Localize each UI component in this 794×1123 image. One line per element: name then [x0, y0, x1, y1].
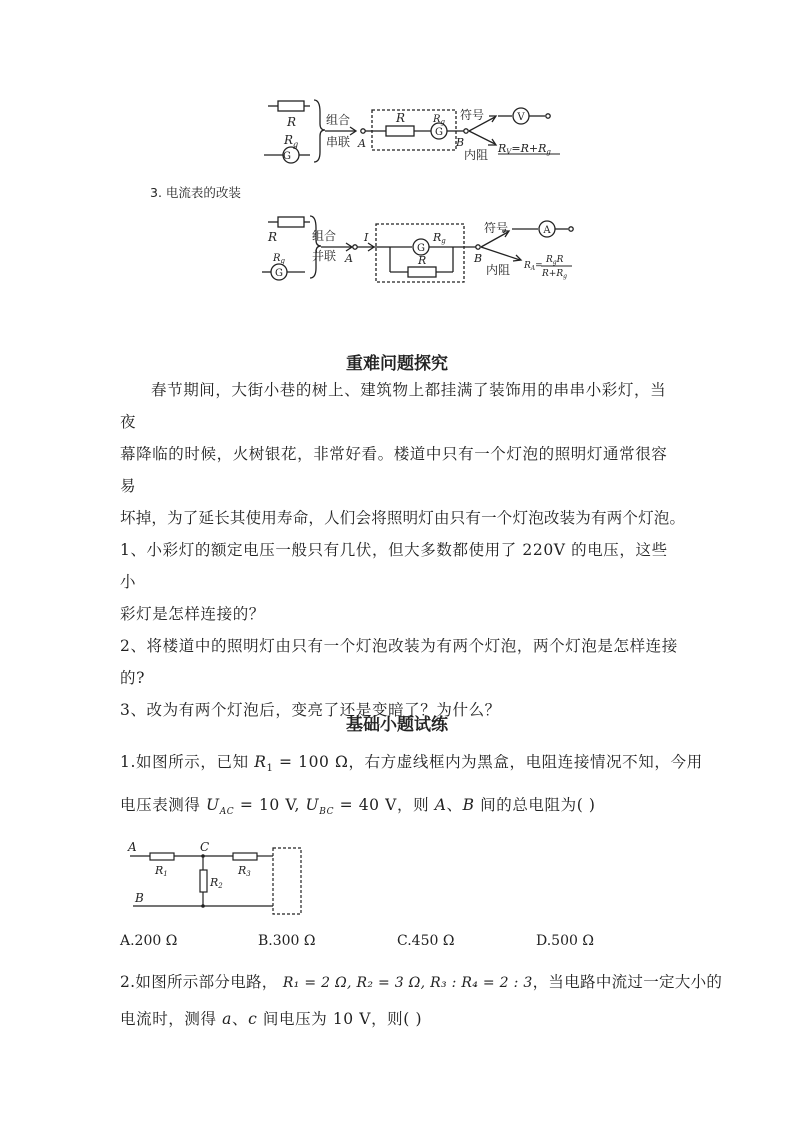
- circuit1-R3-sub: 3: [246, 870, 251, 878]
- q1-U-BC-sub: BC: [319, 807, 335, 818]
- a-internal-label: 内阻: [486, 263, 511, 277]
- svg-text:Rg: [272, 253, 286, 265]
- svg-text:R3: [237, 864, 251, 878]
- q2-line-2: [120, 1001, 680, 1037]
- v-box-Rg: R: [433, 114, 441, 125]
- q1-option-c[interactable]: C.450 Ω: [397, 933, 455, 949]
- q2-point-c: c: [248, 1010, 258, 1028]
- v-box-Rg-sub: g: [440, 118, 446, 126]
- v-symbol-label: 符号: [460, 108, 485, 122]
- q1-line2-b: = 10 V,: [234, 796, 306, 815]
- a-box-Rg-sub: g: [441, 237, 446, 245]
- v-formula-sub: V: [506, 148, 512, 156]
- question-line-1: 1、小彩灯的额定电压一般只有几伏，但大多数都使用了 220V 的电压，这些小: [120, 541, 668, 591]
- svg-text:RV=R+Rg: [497, 142, 551, 156]
- svg-text:Rg: [432, 114, 446, 126]
- circuit1-R1: R: [155, 864, 164, 877]
- q1-B: B: [462, 796, 475, 815]
- svg-text:R1: [154, 864, 168, 878]
- q1-line2-c: = 40 V，则: [334, 796, 435, 815]
- intro-paragraph: [120, 362, 686, 726]
- q1-line1-a: 1.如图所示，已知: [120, 753, 255, 771]
- question-line-2: 彩灯是怎样连接的？: [120, 605, 265, 623]
- a-combine-label-2: 并联: [312, 249, 337, 263]
- v-box-R: R: [396, 111, 406, 125]
- a-numerator-R: R: [546, 255, 553, 265]
- v-point-A: A: [358, 137, 366, 150]
- circuit1-R2-sub: 2: [218, 882, 223, 890]
- a-denominator: R+R: [542, 269, 564, 279]
- a-formula-R: R: [524, 261, 531, 271]
- a-box-R: R: [418, 254, 427, 267]
- a-denominator-sub: g: [563, 273, 567, 280]
- v-box-galvanometer: G: [435, 127, 443, 138]
- voltmeter-conversion-diagram: [250, 92, 580, 172]
- question-1-text: [120, 744, 703, 830]
- a-box-Rg: R: [433, 231, 442, 244]
- intro-line-3: 坏掉，为了延长其使用寿命，人们会将照明灯由只有一个灯泡改装为有两个灯泡。: [120, 509, 686, 527]
- a-numerator-sub: g: [552, 259, 557, 266]
- v-formula-rest-sub: g: [546, 148, 551, 156]
- intro-line-1: 春节期间，大街小巷的树上、建筑物上都挂满了装饰用的串串小彩灯，当夜: [120, 381, 667, 431]
- a-left-galvanometer: G: [275, 268, 283, 279]
- svg-text:RA=: [523, 261, 543, 272]
- svg-text:R2: [209, 876, 223, 890]
- q1-option-a[interactable]: A.200 Ω: [120, 933, 178, 949]
- q2-line-1: [120, 964, 723, 1001]
- a-current-I: I: [364, 231, 369, 244]
- a-point-B: B: [474, 252, 483, 265]
- q1-R1: R: [254, 753, 267, 771]
- circuit1-R3: R: [238, 864, 247, 877]
- v-meter-symbol: V: [517, 112, 525, 123]
- q1-option-d[interactable]: D.500 Ω: [536, 933, 594, 949]
- q1-U-AC-sub: AC: [219, 807, 235, 818]
- q1-U-BC: U: [305, 796, 320, 815]
- v-combine-label-1: 组合: [326, 113, 351, 127]
- circuit1-label-C: C: [200, 840, 210, 854]
- svg-text:R+Rg: [541, 269, 567, 280]
- circuit1-label-A: A: [128, 840, 137, 854]
- q1-A: A: [434, 796, 447, 815]
- q1-line2-a: 电压表测得: [120, 796, 207, 815]
- q2-line2-a: 电流时，测得: [120, 1010, 223, 1028]
- a-combine-label-1: 组合: [312, 229, 337, 243]
- a-numerator-rest: R: [556, 255, 564, 265]
- q2-point-a: a: [222, 1010, 232, 1028]
- q2-line2-b: 间电压为 10 V，则( ): [257, 1010, 423, 1028]
- q1-line-1: [120, 744, 703, 787]
- circuit1-R2: R: [210, 876, 219, 889]
- v-internal-label: 内阻: [464, 148, 489, 162]
- q1-option-b[interactable]: B.300 Ω: [258, 933, 316, 949]
- q1-U-AC: U: [206, 796, 220, 815]
- circuit1-R1-sub: 1: [163, 870, 168, 878]
- a-left-Rg: R: [273, 253, 281, 264]
- heading-key-problems: 重难问题探究: [346, 354, 448, 374]
- a-formula-sub: A: [530, 265, 536, 272]
- heading-basic-exercises: 基础小题试练: [346, 715, 448, 735]
- question-line-5: 3、改为有两个灯泡后，变亮了还是变暗了？为什么？: [120, 701, 501, 719]
- circuit-diagram-q1: [125, 838, 315, 918]
- question-line-4: 的?: [120, 669, 146, 687]
- q1-line-2: [120, 787, 680, 830]
- v-combine-label-2: 串联: [326, 135, 351, 149]
- a-formula-eq: =: [535, 261, 543, 271]
- question-2-text: [120, 964, 723, 1037]
- q1-line2-d: 间的总电阻为( ): [474, 796, 596, 815]
- v-left-R-label: R: [287, 115, 297, 129]
- svg-text:RgR: [545, 255, 564, 266]
- intro-line-2: 幕降临的时候，火树银花，非常好看。楼道中只有一个灯泡的照明灯通常很容易: [120, 445, 668, 495]
- v-formula-rest: =R+R: [511, 142, 547, 155]
- q1-line1-b: = 100 Ω，右方虚线框内为黑盒，电阻连接情况不知，今用: [273, 753, 703, 771]
- a-point-A: A: [345, 252, 353, 265]
- a-left-Rg-sub: g: [280, 257, 286, 265]
- a-symbol-label: 符号: [484, 221, 509, 235]
- q1-sep: 、: [446, 796, 463, 815]
- svg-text:Rg: [432, 231, 446, 245]
- svg-text:Rg: [283, 133, 298, 149]
- a-left-R: R: [268, 230, 278, 244]
- ammeter-conversion-diagram: [250, 210, 590, 290]
- v-point-B: B: [456, 136, 465, 149]
- a-box-galvanometer: G: [417, 243, 425, 254]
- q2-equation: R₁ = 2 Ω, R₂ = 3 Ω, R₃ : R₄ = 2 : 3: [282, 975, 533, 991]
- v-left-Rg-sub: g: [293, 140, 299, 149]
- a-meter-symbol: A: [543, 225, 551, 236]
- circuit1-label-B: B: [135, 891, 144, 905]
- q2-line1-b: ，当电路中流过一定大小的: [532, 973, 723, 991]
- v-formula-R: R: [498, 142, 507, 155]
- q2-line1-a: 2.如图所示部分电路，: [120, 973, 283, 991]
- svg-text:R: [286, 115, 296, 129]
- v-left-galvanometer: G: [283, 151, 291, 162]
- question-line-3: 2、将楼道中的照明灯由只有一个灯泡改装为有两个灯泡，两个灯泡是怎样连接: [120, 637, 678, 655]
- section-3-title: 3. 电流表的改装: [150, 185, 241, 200]
- q1-R1-sub: 1: [266, 763, 274, 775]
- q2-sep: 、: [231, 1010, 249, 1028]
- v-left-Rg-label: R: [284, 133, 294, 147]
